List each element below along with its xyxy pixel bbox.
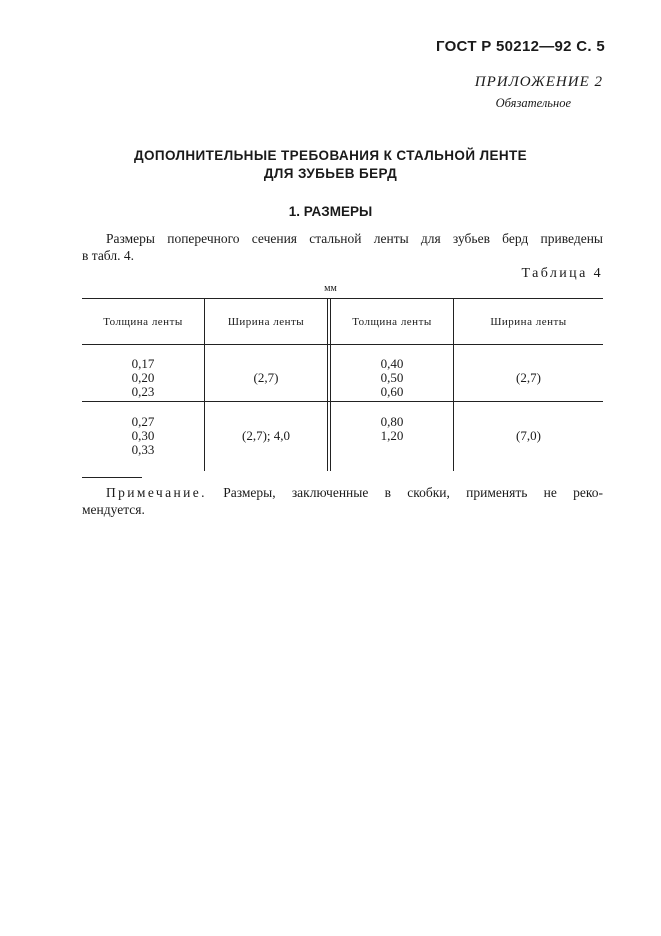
paragraph-line1: Размеры поперечного сечения стальной ленты для зубьев берд приведены [106,231,603,246]
value: 0,60 [380,384,404,399]
table-row-rule [82,401,603,402]
table-col-divider-double-a [327,299,328,471]
table-caption: Таблица 4 [521,266,603,281]
table-cell-thickness [82,415,204,457]
mandatory-label: Обязательное [495,96,571,110]
value: 0,50 [380,370,404,385]
value: 0,20 [131,370,155,385]
value: 0,33 [131,442,155,457]
main-title-line1: ДОПОЛНИТЕЛЬНЫЕ ТРЕБОВАНИЯ К СТАЛЬНОЙ ЛЕНТЕ [133,148,528,163]
value: 0,23 [131,384,155,399]
table-cell-width: (2,7) [253,370,279,385]
paragraph-line2: в табл. 4. [82,248,134,263]
table-header-cell: Ширина ленты [227,316,305,328]
paragraph [82,230,603,264]
table-top-rule [82,298,603,299]
document-header: ГОСТ Р 50212—92 С. 5 [435,38,605,55]
table-cell-width: (2,7) [516,370,541,385]
table-note [82,484,603,518]
note-label: Примечание. [106,485,207,500]
note-line1 [82,484,603,501]
value: 1,20 [380,428,404,443]
table-header-cell: Толщина ленты [103,316,183,328]
value: 0,30 [131,428,155,443]
appendix-label: ПРИЛОЖЕНИЕ 2 [474,74,603,90]
table-header-cell: Ширина ленты [490,316,567,328]
main-title-line2: ДЛЯ ЗУБЬЕВ БЕРД [263,166,398,181]
table-header-rule [82,344,603,345]
value: 0,17 [131,356,155,371]
note-separator-rule [82,477,142,478]
table-cell-width: (2,7); 4,0 [241,428,291,443]
table-cell-thickness [82,357,204,399]
note-text: Размеры, заключенные в скобки, применять не реко- [223,485,603,500]
table-unit: мм [324,283,337,294]
value: 0,40 [380,356,404,371]
table-header-cell: Толщина ленты [352,316,432,328]
value: 0,80 [380,414,404,429]
note-line2: мендуется. [82,502,145,517]
value: 0,27 [131,414,155,429]
table-cell-thickness [331,357,453,399]
section-title: 1. РАЗМЕРЫ [288,204,373,219]
table-cell-thickness [331,415,453,443]
table-cell-width: (7,0) [516,428,541,443]
